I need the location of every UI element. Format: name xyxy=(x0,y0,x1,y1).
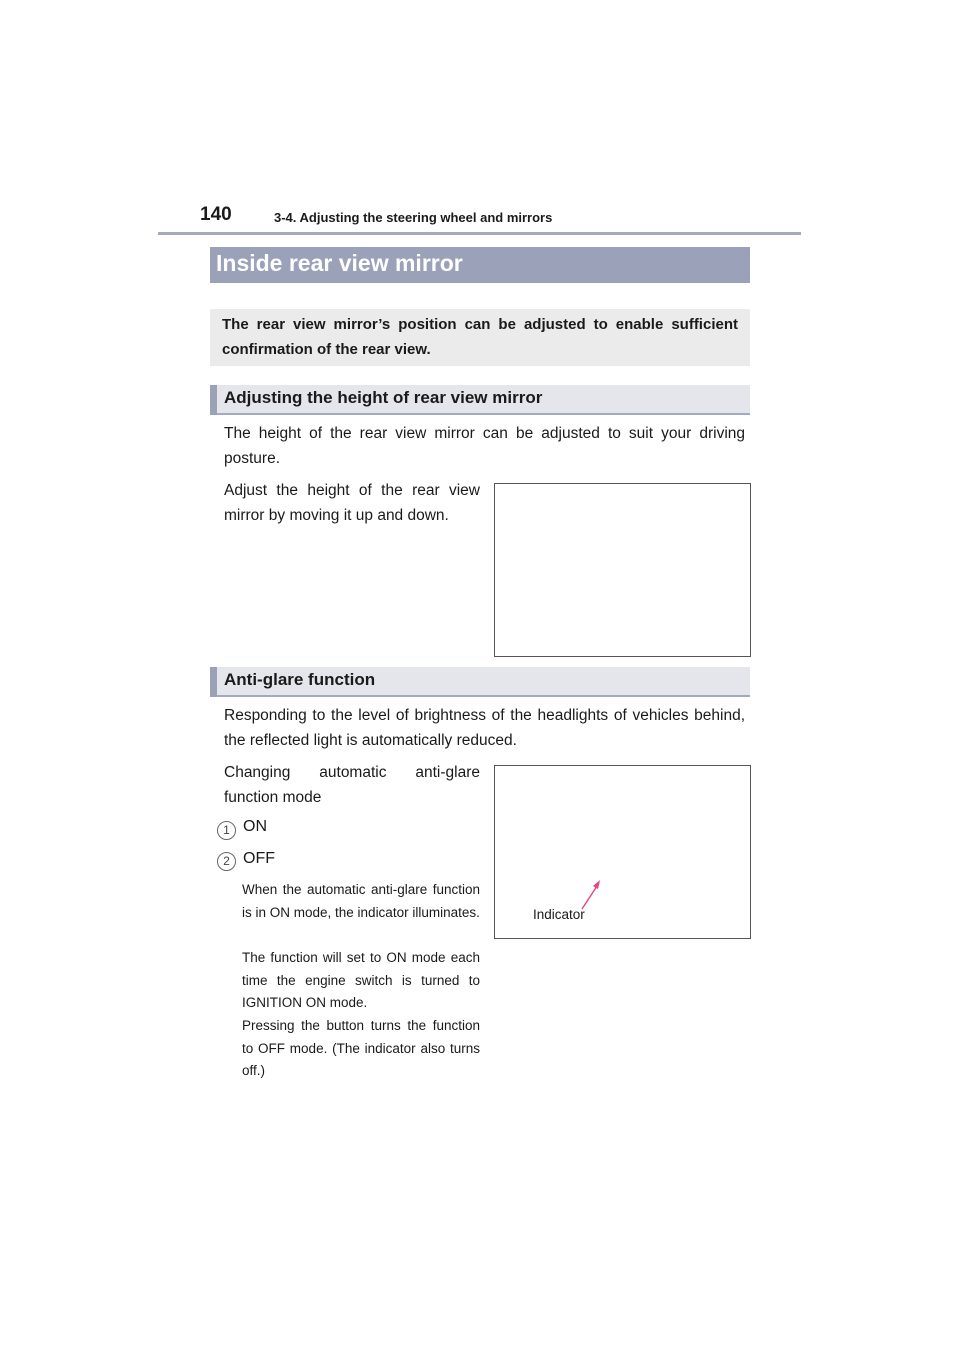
numbered-icon-2: 2 xyxy=(217,852,236,871)
section-heading-antiglare xyxy=(210,667,750,697)
page-title-bar xyxy=(210,247,750,283)
section-heading-height xyxy=(210,385,750,415)
section-heading-antiglare-label: Anti-glare function xyxy=(224,670,376,689)
list-item-off: OFF xyxy=(243,850,275,867)
breadcrumb: 3-4. Adjusting the steering wheel and mirrors xyxy=(274,210,553,225)
height-paragraph: The height of the rear view mirror can be adjusted to suit your driving posture. xyxy=(224,425,745,467)
note-engine-switch: The function will set to ON mode each time the engine switch is turned to IGNITION ON mode. xyxy=(242,950,480,1010)
height-instruction: Adjust the height of the rear view mirror by moving it up and down. xyxy=(224,482,480,524)
intro-box xyxy=(210,309,750,366)
mirror-height-figure xyxy=(494,483,751,657)
page-title: Inside rear view mirror xyxy=(216,250,463,276)
list-item-on: ON xyxy=(243,818,267,835)
antiglare-instruction: Changing automatic anti-glare function mode xyxy=(224,764,480,806)
note-button: Pressing the button turns the function to OFF mode. (The indicator also turns off.) xyxy=(242,1018,480,1078)
page-number: 140 xyxy=(200,204,232,225)
antiglare-paragraph: Responding to the level of brightness of the headlights of vehicles behind, the reflected light is automatically reduced. xyxy=(224,707,745,749)
numbered-icon-1: 1 xyxy=(217,821,236,840)
note-indicator: When the automatic anti-glare function is in ON mode, the indicator illuminates. xyxy=(242,882,480,920)
header-rule xyxy=(158,232,801,235)
intro-text: The rear view mirror’s position can be adjusted to enable sufficient confirmation of the rear view. xyxy=(222,316,738,358)
indicator-label: Indicator xyxy=(533,907,585,922)
section-heading-height-label: Adjusting the height of rear view mirror xyxy=(224,388,543,407)
